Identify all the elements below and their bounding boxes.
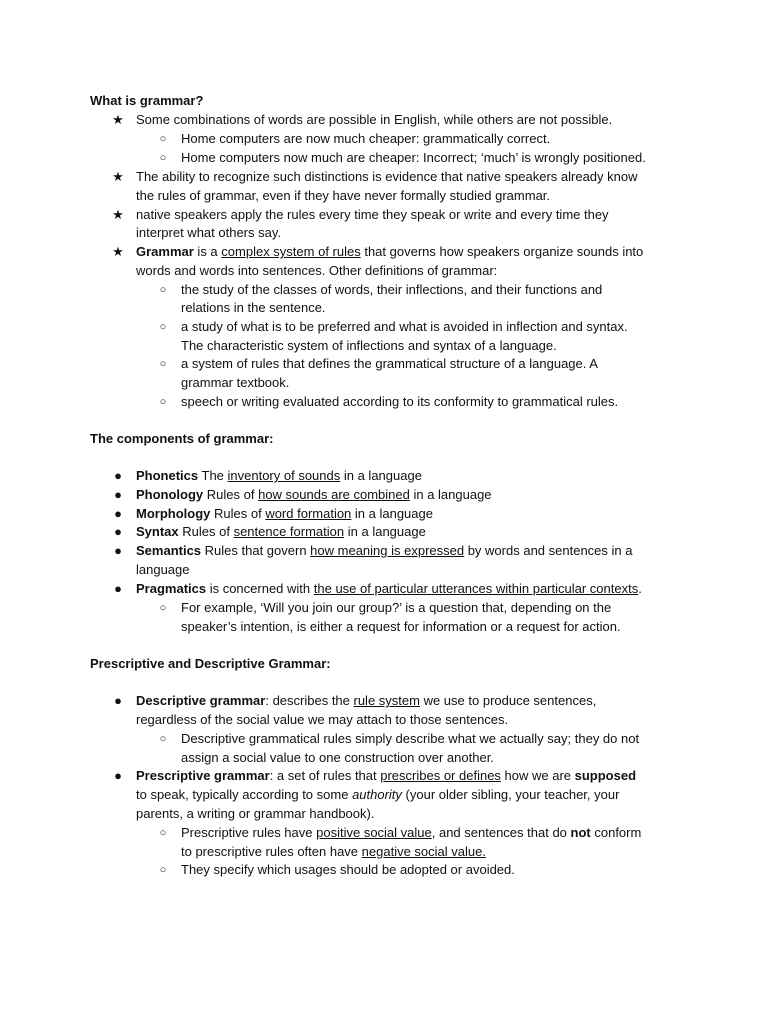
bullet-icon: ●: [114, 693, 122, 708]
list-item-continuation: the rules of grammar, even if they have never formally studied grammar.: [136, 188, 551, 203]
circle-bullet-icon: ○: [159, 827, 167, 839]
heading-prescriptive-descriptive: Prescriptive and Descriptive Grammar:: [90, 656, 331, 671]
list-item-continuation: assign a social value to one construction over another.: [181, 750, 494, 765]
circle-bullet-icon: ○: [159, 152, 167, 164]
list-item-semantics: Semantics Rules that govern how meaning is expressed by words and sentences in a: [136, 543, 633, 558]
list-item-continuation: regardless of the social value we may attach to those sentences.: [136, 712, 509, 727]
circle-bullet-icon: ○: [159, 396, 167, 408]
list-item: Home computers now much are cheaper: Incorrect; ‘much’ is wrongly positioned.: [181, 150, 646, 165]
list-item-morphology: Morphology Rules of word formation in a language: [136, 506, 433, 521]
list-item-prescriptive-grammar: Prescriptive grammar: a set of rules that prescribes or defines how we are supposed: [136, 768, 637, 783]
star-bullet-icon: ★: [112, 244, 124, 259]
list-item-continuation: speaker’s intention, is either a request for information or a request for action.: [181, 619, 621, 634]
circle-bullet-icon: ○: [159, 284, 167, 296]
list-item: Prescriptive rules have positive social value, and sentences that do not conform: [181, 825, 642, 840]
list-item: speech or writing evaluated according to its conformity to grammatical rules.: [181, 394, 619, 409]
list-item: Some combinations of words are possible in English, while others are not possible.: [136, 112, 613, 127]
list-item: a system of rules that defines the grammatical structure of a language. A: [181, 356, 598, 371]
circle-bullet-icon: ○: [159, 321, 167, 333]
list-item: the study of the classes of words, their inflections, and their functions and: [181, 282, 603, 297]
list-item-continuation: words and words into sentences. Other definitions of grammar:: [136, 263, 498, 278]
heading-components-of-grammar: The components of grammar:: [90, 431, 274, 446]
term-grammar: Grammar: [136, 244, 194, 259]
heading-what-is-grammar: What is grammar?: [90, 93, 204, 108]
list-item-phonetics: Phonetics The inventory of sounds in a language: [136, 468, 422, 483]
star-bullet-icon: ★: [112, 169, 124, 184]
circle-bullet-icon: ○: [159, 733, 167, 745]
list-item-continuation: relations in the sentence.: [181, 300, 326, 315]
list-item: Descriptive grammatical rules simply describe what we actually say; they do not: [181, 731, 640, 746]
list-item-continuation: to prescriptive rules often have negative social value.: [181, 844, 486, 859]
list-item: The ability to recognize such distinctions is evidence that native speakers already know: [136, 169, 638, 184]
underlined-phrase: complex system of rules: [221, 244, 361, 259]
list-item-continuation: grammar textbook.: [181, 375, 290, 390]
list-item-syntax: Syntax Rules of sentence formation in a language: [136, 524, 426, 539]
list-item-descriptive-grammar: Descriptive grammar: describes the rule system we use to produce sentences,: [136, 693, 597, 708]
circle-bullet-icon: ○: [159, 864, 167, 876]
list-item-continuation: The characteristic system of inflections and syntax of a language.: [181, 338, 557, 353]
list-item: Home computers are now much cheaper: grammatically correct.: [181, 131, 551, 146]
bullet-icon: ●: [114, 468, 122, 483]
circle-bullet-icon: ○: [159, 133, 167, 145]
star-bullet-icon: ★: [112, 207, 124, 222]
bullet-icon: ●: [114, 524, 122, 539]
bullet-icon: ●: [114, 543, 122, 558]
list-item-continuation: language: [136, 562, 190, 577]
bullet-icon: ●: [114, 487, 122, 502]
circle-bullet-icon: ○: [159, 358, 167, 370]
list-item-continuation: to speak, typically according to some authority (your older sibling, your teacher, your: [136, 787, 620, 802]
list-item-pragmatics: Pragmatics is concerned with the use of particular utterances within particular contexts.: [136, 581, 642, 596]
list-item: native speakers apply the rules every time they speak or write and every time they: [136, 207, 609, 222]
bullet-icon: ●: [114, 506, 122, 521]
list-item: a study of what is to be preferred and what is avoided in inflection and syntax.: [181, 319, 628, 334]
list-item-grammar-definition: Grammar is a complex system of rules that governs how speakers organize sounds into: [136, 244, 644, 259]
list-item-continuation: parents, a writing or grammar handbook).: [136, 806, 375, 821]
star-bullet-icon: ★: [112, 112, 124, 127]
circle-bullet-icon: ○: [159, 602, 167, 614]
list-item-phonology: Phonology Rules of how sounds are combined in a language: [136, 487, 492, 502]
list-item: For example, ‘Will you join our group?’ is a question that, depending on the: [181, 600, 612, 615]
list-item: They specify which usages should be adopted or avoided.: [181, 862, 515, 877]
list-item-continuation: interpret what others say.: [136, 225, 281, 240]
bullet-icon: ●: [114, 768, 122, 783]
bullet-icon: ●: [114, 581, 122, 596]
